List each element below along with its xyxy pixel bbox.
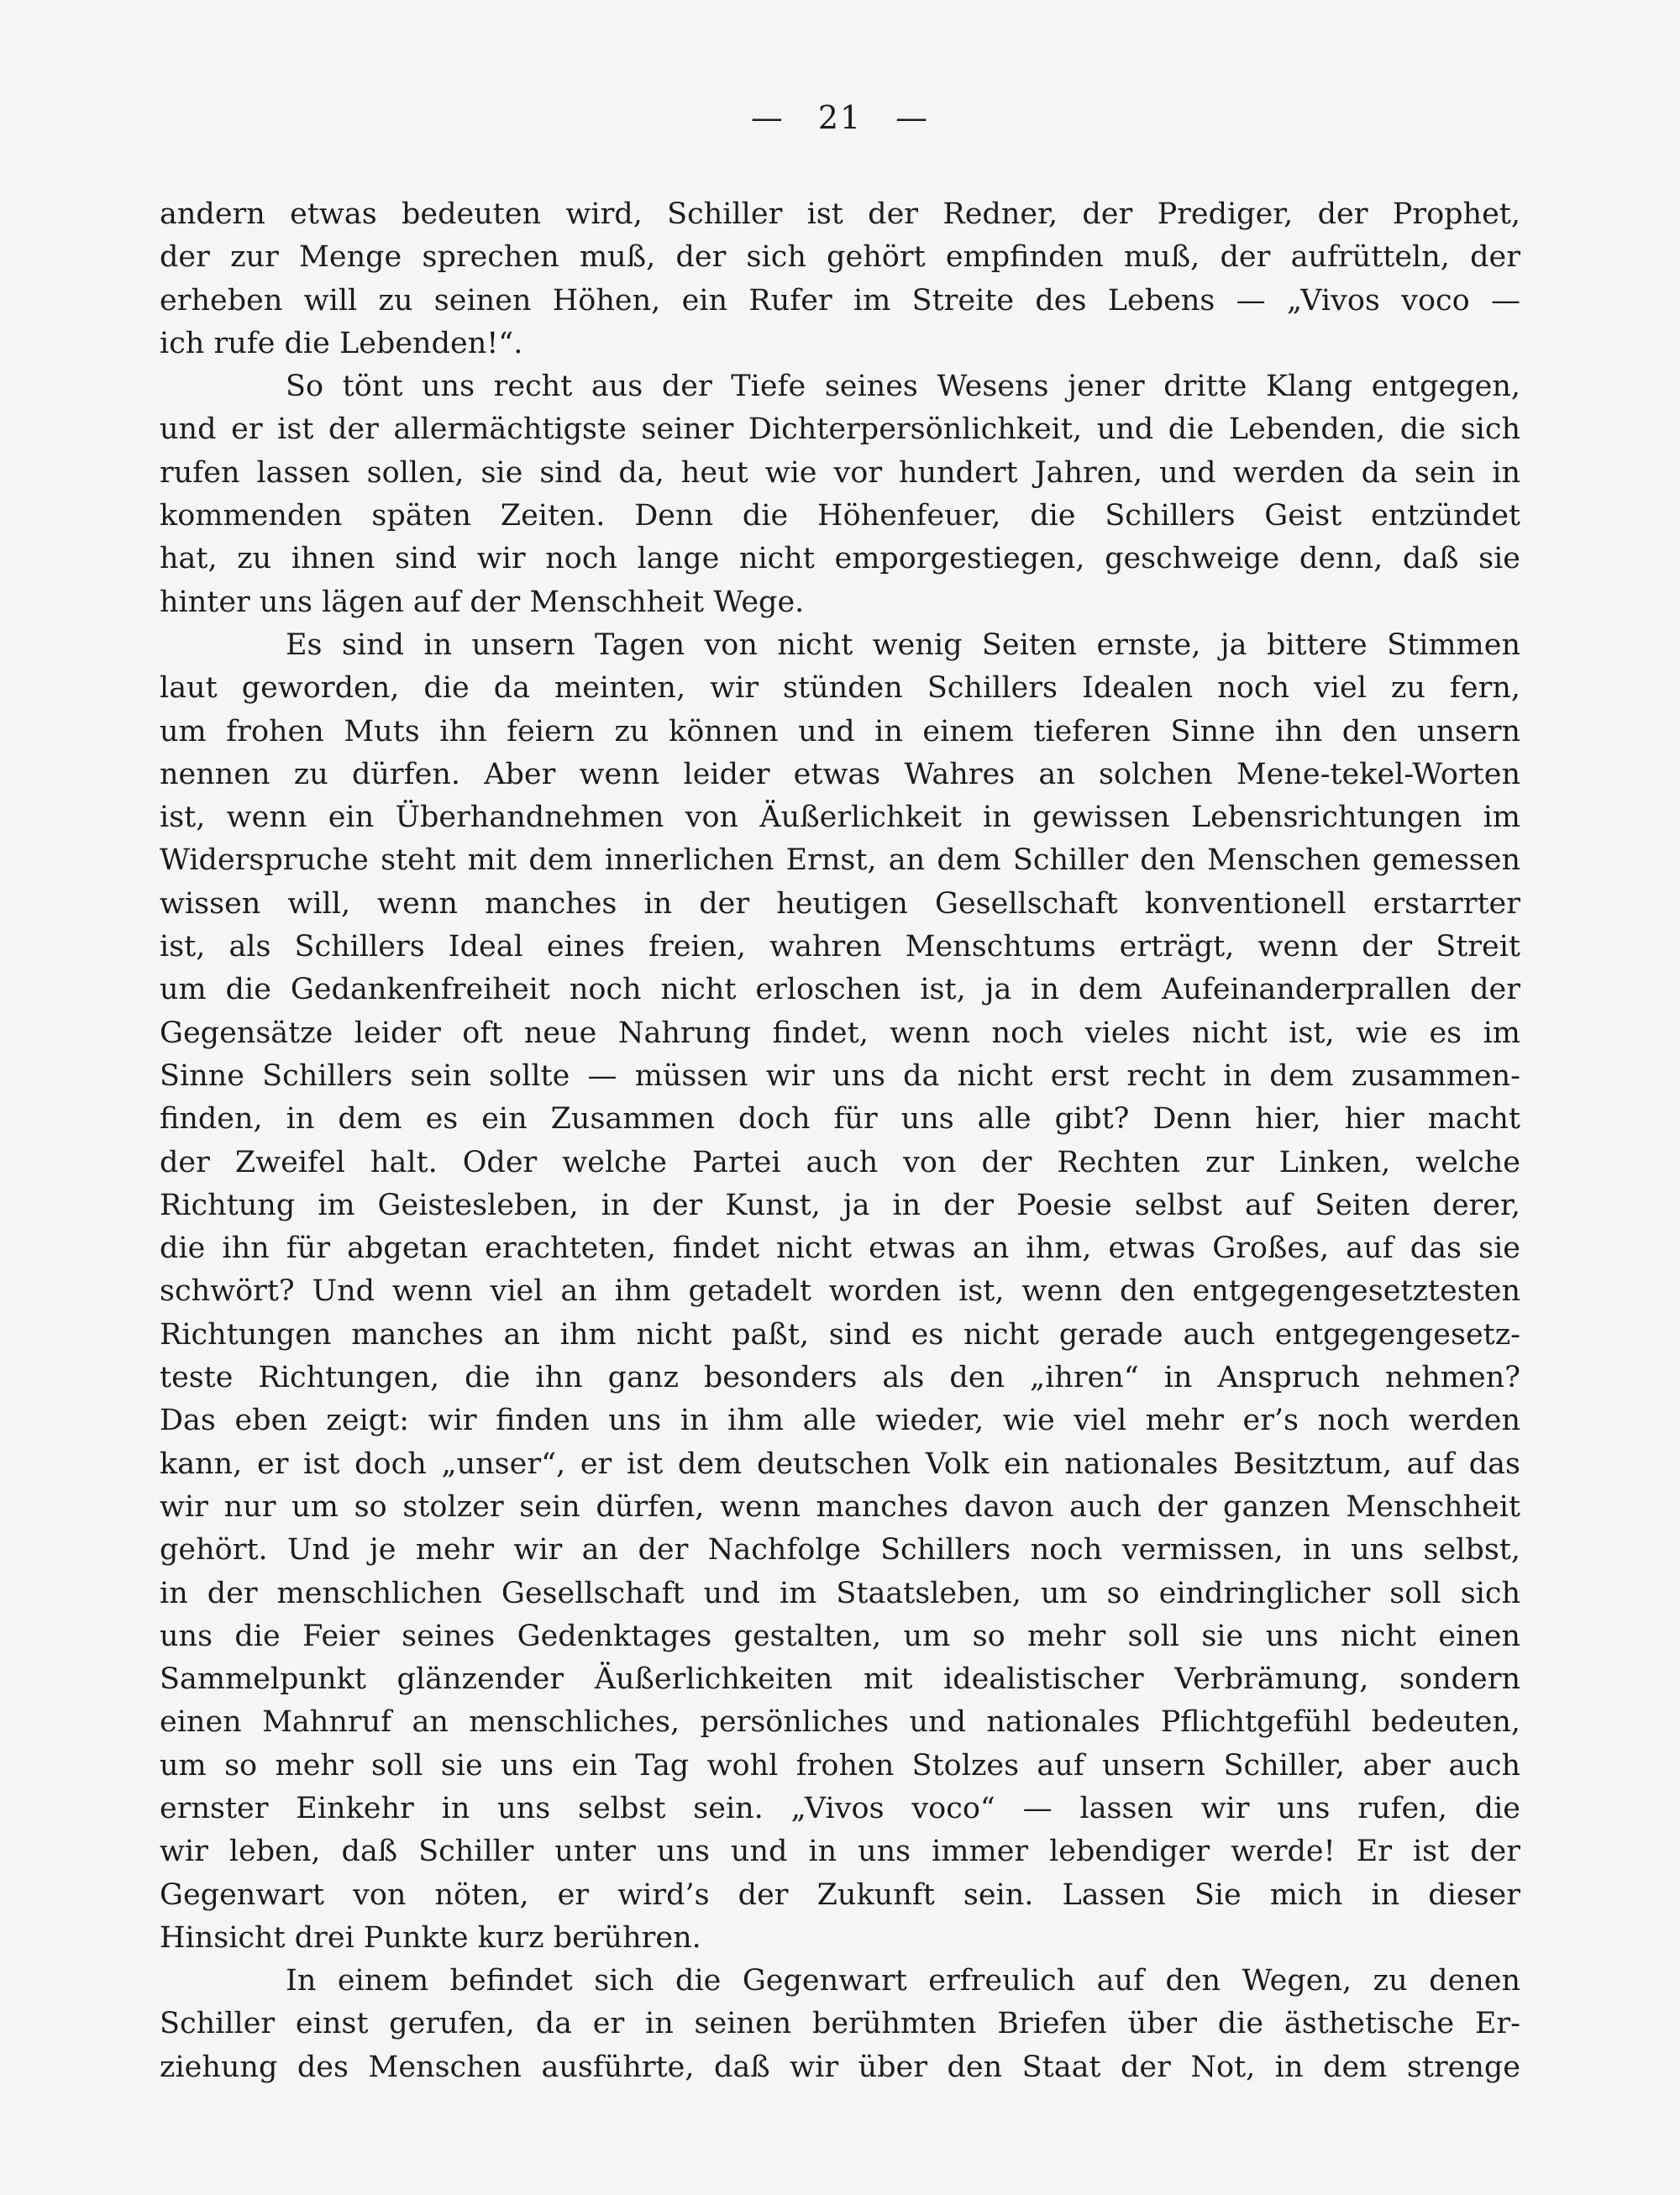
- text-line: gehört. Und je mehr wir an der Nachfolge Schillers noch vermissen, in uns selbst,: [160, 1533, 1520, 1567]
- dash-right: —: [895, 99, 930, 136]
- text-line: der Zweifel halt. Oder welche Partei auch von der Rechten zur Linken, welche: [160, 1145, 1520, 1179]
- text-line: Richtungen manches an ihm nicht paßt, sind es nicht gerade auch entgegengesetz-: [160, 1317, 1520, 1352]
- paragraph-start-line: So tönt uns recht aus der Tiefe seines Wesens jener dritte Klang entgegen,: [286, 370, 1520, 404]
- text-line: die ihn für abgetan erachteten, findet nicht etwas an ihm, etwas Großes, auf das sie: [160, 1231, 1520, 1266]
- page-number: [0, 99, 1680, 136]
- text-line: Gegenwart von nöten, er wird’s der Zukunft sein. Lassen Sie mich in dieser: [160, 1877, 1520, 1912]
- text-line: ernster Einkehr in uns selbst sein. „Vivos voco“ — lassen wir uns rufen, die: [160, 1791, 1520, 1825]
- text-line: der zur Menge sprechen muß, der sich gehört empfinden muß, der aufrütteln, der: [160, 240, 1520, 275]
- text-line: in der menschlichen Gesellschaft und im Staatsleben, um so eindringlicher soll sich: [160, 1576, 1520, 1610]
- text-line: rufen lassen sollen, sie sind da, heut wie vor hundert Jahren, und werden da sein in: [160, 455, 1520, 490]
- text-line: ich rufe die Lebenden!“.: [160, 326, 523, 360]
- paragraph-start-line: Es sind in unsern Tagen von nicht wenig Seiten ernste, ja bittere Stimmen: [286, 628, 1520, 662]
- text-line: Sammelpunkt glänzender Äußerlichkeiten mit idealistischer Verbrämung, sondern: [160, 1662, 1520, 1697]
- text-line: nennen zu dürfen. Aber wenn leider etwas Wahres an solchen Mene-tekel-Worten: [160, 757, 1520, 791]
- text-line: wir nur um so stolzer sein dürfen, wenn manches davon auch der ganzen Menschheit: [160, 1489, 1520, 1524]
- body-text: [160, 193, 1520, 2089]
- text-line: wissen will, wenn manches in der heutigen Gesellschaft konventionell erstarrter: [160, 886, 1520, 921]
- text-line: erheben will zu seinen Höhen, ein Rufer im Streite des Lebens — „Vivos voco —: [160, 283, 1520, 318]
- paragraph-start-line: In einem befindet sich die Gegenwart erfreulich auf den Wegen, zu denen: [286, 1964, 1520, 1998]
- text-line: hinter uns lägen auf der Menschheit Wege.: [160, 585, 805, 619]
- text-line: Widerspruche steht mit dem innerlichen Ernst, an dem Schiller den Menschen gemessen: [160, 843, 1520, 878]
- text-line: Das eben zeigt: wir finden uns in ihm alle wieder, wie viel mehr er’s noch werden: [160, 1404, 1520, 1438]
- text-line: wir leben, daß Schiller unter uns und in uns immer lebendiger werde! Er ist der: [160, 1835, 1520, 1869]
- text-line: um so mehr soll sie uns ein Tag wohl frohen Stolzes auf unsern Schiller, aber auch: [160, 1748, 1520, 1783]
- text-line: andern etwas bedeuten wird, Schiller ist der Redner, der Prediger, der Prophet,: [160, 197, 1520, 231]
- text-line: ziehung des Menschen ausführte, daß wir über den Staat der Not, in dem strenge: [160, 2050, 1520, 2084]
- text-line: einen Mahnruf an menschliches, persönliches und nationales Pflichtgefühl bedeuten,: [160, 1705, 1520, 1740]
- text-line: finden, in dem es ein Zusammen doch für uns alle gibt? Denn hier, hier macht: [160, 1102, 1520, 1137]
- text-line: kann, er ist doch „unser“, er ist dem deutschen Volk ein nationales Besitztum, auf das: [160, 1447, 1520, 1481]
- text-line: uns die Feier seines Gedenktages gestalten, um so mehr soll sie uns nicht einen: [160, 1619, 1520, 1653]
- text-line: um frohen Muts ihn feiern zu können und in einem tieferen Sinne ihn den unsern: [160, 714, 1520, 748]
- dash-left: —: [750, 99, 785, 136]
- text-line: Sinne Schillers sein sollte — müssen wir uns da nicht erst recht in dem zusammen-: [160, 1058, 1520, 1093]
- text-line: ist, wenn ein Überhandnehmen von Äußerlichkeit in gewissen Lebensrichtungen im: [160, 801, 1520, 835]
- page-number-value: 21: [817, 99, 863, 136]
- text-line: Schiller einst gerufen, da er in seinen berühmten Briefen über die ästhetische Er-: [160, 2007, 1520, 2041]
- text-line: schwört? Und wenn viel an ihm getadelt worden ist, wenn den entgegengesetztesten: [160, 1274, 1520, 1309]
- text-line: ist, als Schillers Ideal eines freien, wahren Menschtums erträgt, wenn der Streit: [160, 930, 1520, 964]
- text-line: Hinsicht drei Punkte kurz berühren.: [160, 1920, 701, 1955]
- text-line: kommenden späten Zeiten. Denn die Höhenfeuer, die Schillers Geist entzündet: [160, 499, 1520, 533]
- text-line: um die Gedankenfreiheit noch nicht erloschen ist, ja in dem Aufeinanderprallen der: [160, 973, 1520, 1007]
- text-line: Richtung im Geistesleben, in der Kunst, ja in der Poesie selbst auf Seiten derer,: [160, 1188, 1520, 1222]
- text-line: Gegensätze leider oft neue Nahrung findet, wenn noch vieles nicht ist, wie es im: [160, 1016, 1520, 1050]
- text-line: teste Richtungen, die ihn ganz besonders als den „ihren“ in Anspruch nehmen?: [160, 1361, 1520, 1395]
- text-line: und er ist der allermächtigste seiner Dichterpersönlichkeit, und die Lebenden, die sich: [160, 412, 1520, 447]
- text-line: hat, zu ihnen sind wir noch lange nicht emporgestiegen, geschweige denn, daß sie: [160, 542, 1520, 576]
- text-line: laut geworden, die da meinten, wir stünden Schillers Idealen noch viel zu fern,: [160, 671, 1520, 706]
